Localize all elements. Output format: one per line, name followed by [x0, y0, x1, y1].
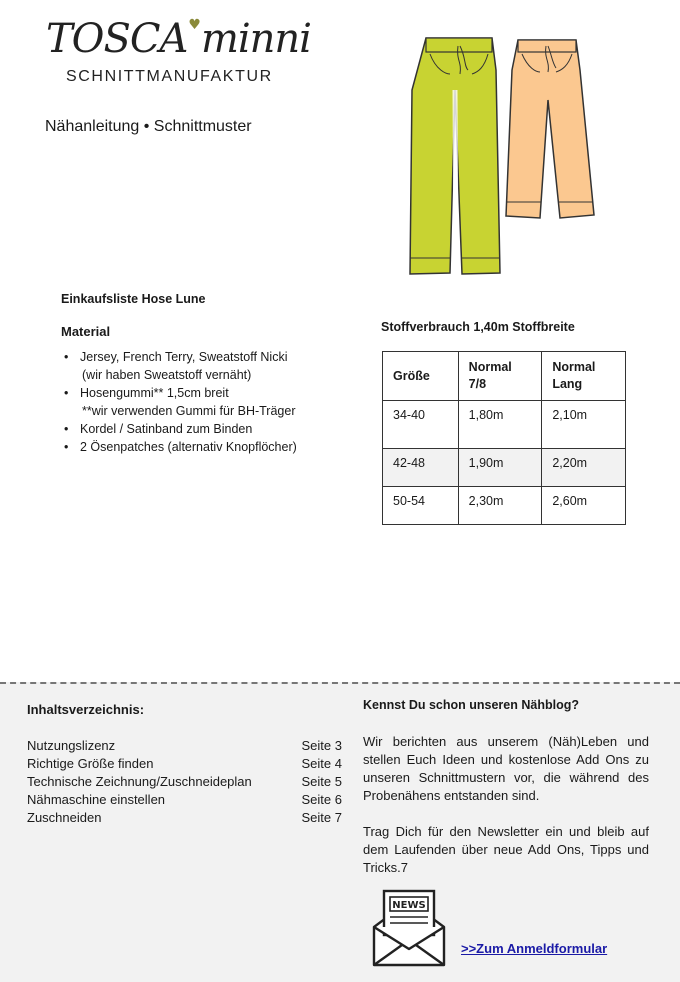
- table-cell: 34-40: [383, 401, 459, 449]
- table-cell: 42-48: [383, 449, 459, 487]
- table-row: [383, 401, 626, 449]
- header-normal-long: Normal Lang: [542, 352, 626, 401]
- toc-entry: [27, 773, 342, 791]
- toc-entry-label: Technische Zeichnung/Zuschneideplan: [27, 774, 252, 789]
- toc-entry-label: Nähmaschine einstellen: [27, 792, 166, 807]
- table-cell: 2,30m: [458, 487, 542, 525]
- table-cell: 2,60m: [542, 487, 626, 525]
- header-size: Größe: [383, 352, 459, 401]
- toc-title: Inhaltsverzeichnis:: [27, 702, 145, 717]
- table-cell: 50-54: [383, 487, 459, 525]
- table-header-row: [383, 352, 626, 401]
- toc-entry-label: Richtige Größe finden: [27, 756, 154, 771]
- toc-entry: [27, 791, 342, 809]
- table-cell: 2,20m: [542, 449, 626, 487]
- table-of-contents: [27, 737, 342, 827]
- blog-paragraph: Wir berichten aus unserem (Näh)Leben und stellen Euch Ideen und kostenlose Add Ons zu unseren Schnittmustern vor, die während des Probenähens entstanden sind.: [363, 734, 649, 803]
- table-cell: 1,80m: [458, 401, 542, 449]
- logo-wordmark: [46, 14, 311, 64]
- fabric-usage-title: Stoffverbrauch 1,40m Stoffbreite: [381, 320, 575, 334]
- logo-name: TOSCA: [46, 16, 188, 62]
- material-item: • 2 Ösenpatches (alternativ Knopflöcher): [64, 438, 297, 456]
- newsletter-signup-link[interactable]: >>Zum Anmeldformular: [461, 941, 608, 956]
- short-pants-drawing: [506, 40, 594, 218]
- newsletter-envelope-icon: [370, 887, 448, 969]
- toc-entry-label: Nutzungslizenz: [27, 738, 116, 753]
- table-row: [383, 487, 626, 525]
- material-item: (wir haben Sweatstoff vernäht): [82, 368, 252, 382]
- fabric-usage-table: [382, 351, 626, 525]
- toc-entry-page: Seite 6: [301, 792, 342, 807]
- material-item: • Hosengummi** 1,5cm breit: [64, 384, 297, 402]
- toc-entry: [27, 737, 342, 755]
- toc-entry-page: Seite 7: [301, 810, 342, 825]
- material-item: **wir verwenden Gummi für BH-Träger: [82, 404, 296, 418]
- pants-illustration: [400, 30, 610, 280]
- material-list: [64, 348, 297, 456]
- blog-paragraph: Trag Dich für den Newsletter ein und bleib auf dem Laufenden über neue Add Ons, Tipps und Tricks.7: [363, 824, 649, 875]
- blog-text: [363, 733, 649, 877]
- document-subtitle: Nähanleitung • Schnittmuster: [45, 118, 252, 135]
- table-cell: 1,90m: [458, 449, 542, 487]
- heart-icon: ♥: [188, 17, 200, 33]
- table-row: [383, 449, 626, 487]
- toc-entry: [27, 809, 342, 827]
- toc-entry: [27, 755, 342, 773]
- blog-title: Kennst Du schon unseren Nähblog?: [363, 698, 579, 712]
- brand-logo: [46, 14, 311, 86]
- toc-entry-page: Seite 4: [301, 756, 342, 771]
- material-item: • Jersey, French Terry, Sweatstoff Nicki: [64, 348, 297, 366]
- material-title: Material: [61, 324, 111, 339]
- toc-entry-page: Seite 3: [301, 738, 342, 753]
- logo-name-suffix: minni: [200, 16, 311, 62]
- header-normal-78: Normal 7/8: [458, 352, 542, 401]
- logo-tagline: SCHNITTMANUFAKTUR: [66, 68, 273, 85]
- toc-entry-label: Zuschneiden: [27, 810, 102, 825]
- shopping-list-title: Einkaufsliste Hose Lune: [61, 292, 206, 306]
- table-cell: 2,10m: [542, 401, 626, 449]
- material-item: • Kordel / Satinband zum Binden: [64, 420, 297, 438]
- toc-entry-page: Seite 5: [301, 774, 342, 789]
- news-label: NEWS: [392, 900, 426, 911]
- footer-section: [0, 682, 680, 982]
- long-pants-drawing: [410, 38, 500, 274]
